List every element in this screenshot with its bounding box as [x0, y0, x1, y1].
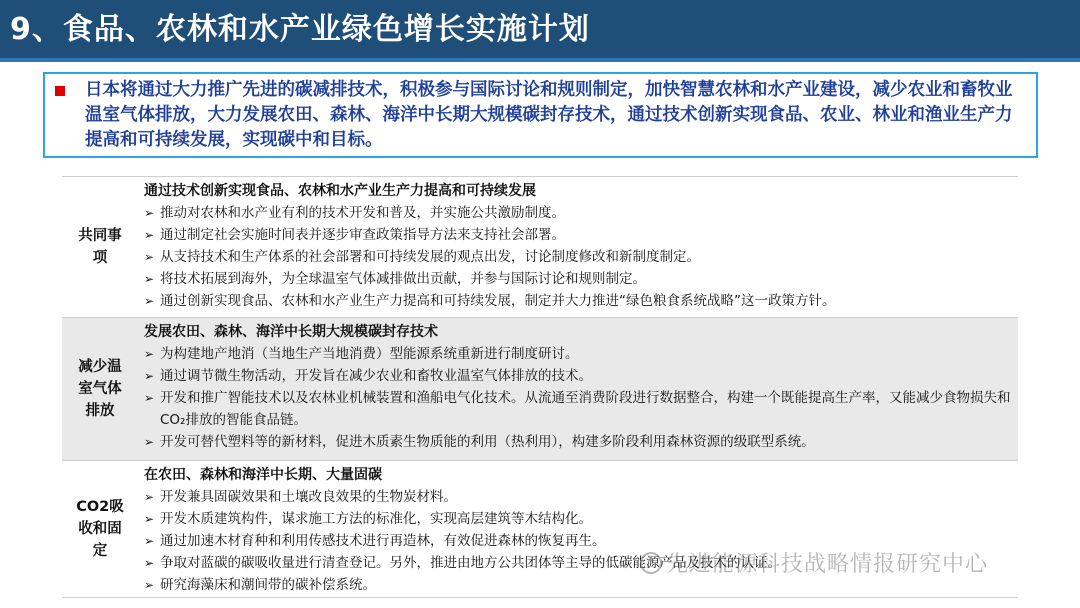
arrow-bullet-icon: ➢	[144, 490, 155, 504]
arrow-bullet-icon: ➢	[144, 391, 155, 405]
arrow-bullet-icon: ➢	[144, 578, 155, 592]
row-label-text: 共同事项	[78, 228, 122, 266]
list-item-text: 将技术拓展到海外，为全球温室气体减排做出贡献，并参与国际讨论和规则制定。	[160, 271, 646, 287]
list-item-text: 从支持技术和生产体系的社会部署和可持续发展的观点出发，讨论制度修改和新制度制定。	[160, 249, 700, 265]
arrow-bullet-icon: ➢	[144, 206, 155, 220]
list-item-text: 推动对农林和水产业有利的技术开发和普及，并实施公共激励制度。	[160, 205, 565, 221]
row-label	[62, 177, 138, 317]
table-bottom-border	[62, 597, 1018, 598]
row-label-text: 减少温室气体排放	[78, 359, 122, 419]
list-item	[144, 343, 1018, 365]
arrow-bullet-icon: ➢	[144, 250, 155, 264]
list-item-text: 通过创新实现食品、农林和水产业生产力提高和可持续发展，制定并大力推进“绿色粮食系统战略”这一政策方针。	[160, 293, 836, 309]
summary-text: 日本将通过大力推广先进的碳减排技术，积极参与国际讨论和规则制定，加快智慧农林和水产业建设，减少农业和畜牧业温室气体排放，大力发展农田、森林、海洋中长期大规模碳封存技术，通过技术创新实现食品、农业、林业和渔业生产力提高和可持续发展，实现碳中和目标。	[85, 80, 1013, 150]
summary-box	[43, 72, 1038, 158]
list-item	[144, 268, 1018, 290]
list-item	[144, 431, 1018, 453]
list-item-text: 通过调节微生物活动，开发旨在减少农业和畜牧业温室气体排放的技术。	[160, 368, 592, 384]
list-item-text: 为构建地产地消（当地生产当地消费）型能源系统重新进行制度研讨。	[160, 346, 579, 362]
list-item-text: 开发可替代塑料等的新材料，促进木质素生物质能的利用（热利用），构建多阶段利用森林资源的级联型系统。	[160, 434, 815, 450]
table-row-emission-reduction	[62, 317, 1018, 460]
arrow-bullet-icon: ➢	[144, 369, 155, 383]
row-label-text: CO2吸收和固定	[76, 499, 124, 559]
list-item-text: 开发兼具固碳效果和土壤改良效果的生物炭材料。	[160, 489, 457, 505]
arrow-bullet-icon: ➢	[144, 534, 155, 548]
list-item-text: 开发木质建筑构件，谋求施工方法的标准化，实现高层建筑等木结构化。	[160, 511, 592, 527]
wechat-icon	[640, 552, 662, 574]
watermark	[640, 547, 988, 578]
title-underline	[0, 58, 1080, 62]
list-item	[144, 202, 1018, 224]
row-label	[62, 461, 138, 597]
table-row-common	[62, 176, 1018, 317]
row-heading: 在农田、森林和海洋中长期、大量固碳	[144, 467, 382, 483]
list-item	[144, 486, 1018, 508]
list-item-text: 开发和推广智能技术以及农林业机械装置和渔船电气化技术。从流通至消费阶段进行数据整合，构建一个既能提高生产率，又能减少食物损失和CO₂排放的智能食品链。	[160, 390, 1011, 428]
row-content	[138, 177, 1018, 317]
arrow-bullet-icon: ➢	[144, 294, 155, 308]
page-title-text: 9、食品、农林和水产业绿色增长实施计划	[10, 12, 590, 47]
page-title	[0, 0, 1080, 58]
arrow-bullet-icon: ➢	[144, 228, 155, 242]
row-label	[62, 318, 138, 460]
arrow-bullet-icon: ➢	[144, 347, 155, 361]
row-heading: 发展农田、森林、海洋中长期大规模碳封存技术	[144, 324, 438, 340]
plan-table	[62, 176, 1018, 598]
list-item	[144, 246, 1018, 268]
list-item	[144, 508, 1018, 530]
arrow-bullet-icon: ➢	[144, 435, 155, 449]
red-square-bullet-icon	[55, 86, 65, 96]
list-item-text: 通过加速木材育种和利用传感技术进行再造林，有效促进森林的恢复再生。	[160, 533, 606, 549]
arrow-bullet-icon: ➢	[144, 556, 155, 570]
list-item-text: 研究海藻床和潮间带的碳补偿系统。	[160, 577, 376, 593]
list-item	[144, 387, 1018, 431]
watermark-text: 先进能源科技战略情报研究中心	[666, 552, 989, 577]
row-content	[138, 318, 1018, 460]
arrow-bullet-icon: ➢	[144, 272, 155, 286]
list-item	[144, 365, 1018, 387]
arrow-bullet-icon: ➢	[144, 512, 155, 526]
list-item	[144, 290, 1018, 312]
list-item-text: 通过制定社会实施时间表并逐步审查政策指导方法来支持社会部署。	[160, 227, 565, 243]
list-item-text: 争取对蓝碳的碳吸收量进行清查登记。另外，推进由地方公共团体等主导的低碳能源产品及技术的认证。	[160, 555, 781, 571]
row-heading: 通过技术创新实现食品、农林和水产业生产力提高和可持续发展	[144, 183, 536, 199]
list-item	[144, 224, 1018, 246]
